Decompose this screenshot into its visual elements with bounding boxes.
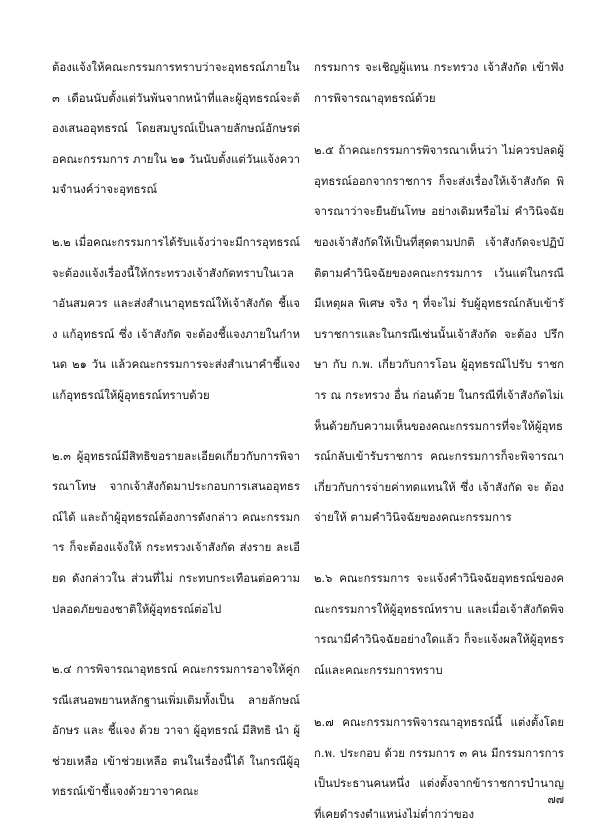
right-paragraph-4: ๒.๗ คณะกรรมการพิจารณาอุทธรณ์นี้ แต่งตั้งโดย ก.พ. ประกอบ ด้วย กรรมการ ๓ คน มีกรรมการการเป็นประธานคนหนึ่ง แต่งตั้งจากข้าราชการบำนาญที่เคยดำรงตำแหน่งไม่ต่ำกว่าของ [314,715,564,822]
right-paragraph-3: ๒.๖ คณะกรรมการ จะแจ้งคำวินิจฉัยอุทธรณ์ของคณะกรรมการให้ผู้อุทธรณ์ทราบ และเมื่อเจ้าสังกัดพิจารณามีคำวินิจฉัยอย่างใดแล้ว ก็จะแจ้งผลให้ผู้อุทธรณ์และคณะกรรมการทราบ [314,570,564,677]
left-paragraph-3: ๒.๓ ผู้อุทธรณ์มีสิทธิขอรายละเอียดเกี่ยวกับการพิจารณาโทษ จากเจ้าสังกัดมาประกอบการเสนออุทธรณ์ได้ และถ้าผู้อุทธรณ์ต้องการดังกล่าว คณะกรรมการ ก็จะต้องแจ้งให้ กระทรวงเจ้าสังกัด ส่งราย ละเอียด ดังกล่าวใน ส่วนที่ไม่ กระทบกระเทือนต่อความปลอดภัยของชาติให้ผู้อุทธรณ์ต่อไป [52,448,300,616]
left-paragraph-2: ๒.๒ เมื่อคณะกรรมการได้รับแจ้งว่าจะมีการอุทธรณ์ จะต้องแจ้งเรื่องนี้ให้กระทรวงเจ้าสังกัดทราบในเวลาอันสมควร และส่งสำเนาอุทธรณ์ให้เจ้าสังกัด ชี้แจง แก้อุทธรณ์ ซึ่ง เจ้าสังกัด จะต้องชี้แจงภายในกำหนด ๒๑ วัน แล้วคณะกรรมการจะส่งสำเนาคำชี้แจง แก้อุทธรณ์ให้ผู้อุทธรณ์ทราบด้วย [52,234,300,402]
left-paragraph-4: ๒.๔ การพิจารณาอุทธรณ์ คณะกรรมการอาจให้คู่กรณีเสนอพยานหลักฐานเพิ่มเติมทั้งเป็น ลายลักษณ์ อักษร และ ชี้แจง ด้วย วาจา ผู้อุทธรณ์ มีสิทธิ นำ ผู้ช่วยเหลือ เข้าช่วยเหลือ ตนในเรื่องนี้ได้ ในกรณีผู้อุทธรณ์เข้าชี้แจงด้วยวาจาคณะ [52,662,300,799]
right-column [314,52,564,830]
left-column [52,52,300,807]
right-paragraph-2: ๒.๕ ถ้าคณะกรรมการพิจารณาเห็นว่า ไม่ควรปลดผู้อุทธรณ์ออกจากราชการ ก็จะส่งเรื่องให้เจ้าสังกัด พิจารณาว่าจะยืนยันโทษ อย่างเดิมหรือไม่ คำวินิจฉัยของเจ้าสังกัดให้เป็นที่สุดตามปกติ เจ้าสังกัดจะปฏิบัติตามคำวินิจฉัยของคณะกรรมการ เว้นแต่ในกรณี มีเหตุผล พิเศษ จริง ๆ ที่จะไม่ รับผู้อุทธรณ์กลับเข้ารับราชการและในกรณีเช่นนั้นเจ้าสังกัด จะต้อง ปรึกษา กับ ก.พ. เกี่ยวกับการโอน ผู้อุทธรณ์ไปรับ ราชการ ณ กระทรวง อื่น ก่อนด้วย ในกรณีที่เจ้าสังกัดไม่เห็นด้วยกับความเห็นของคณะกรรมการที่จะให้ผู้อุทธรณ์กลับเข้ารับราชการ คณะกรรมการก็จะพิจารณาเกี่ยวกับการจ่ายค่าทดแทนให้ ซึ่ง เจ้าสังกัด จะ ต้องจ่ายให้ ตามคำวินิจฉัยของคณะกรรมการ [314,143,564,525]
left-paragraph-1: ต้องแจ้งให้คณะกรรมการทราบว่าจะอุทธรณ์ภายใน ๓ เดือนนับตั้งแต่วันพ้นจากหน้าที่และผู้อุทธรณ์จะต้องเสนออุทธรณ์ โดยสมบูรณ์เป็นลายลักษณ์อักษรต่อคณะกรรมการ ภายใน ๒๑ วันนับตั้งแต่วันแจ้งความจำนงค์ว่าจะอุทธรณ์ [52,60,300,197]
page-number: ๗๗ [547,793,564,806]
right-paragraph-1: กรรมการ จะเชิญผู้แทน กระทรวง เจ้าสังกัด เข้าฟังการพิจารณาอุทธรณ์ด้วย [314,60,564,105]
